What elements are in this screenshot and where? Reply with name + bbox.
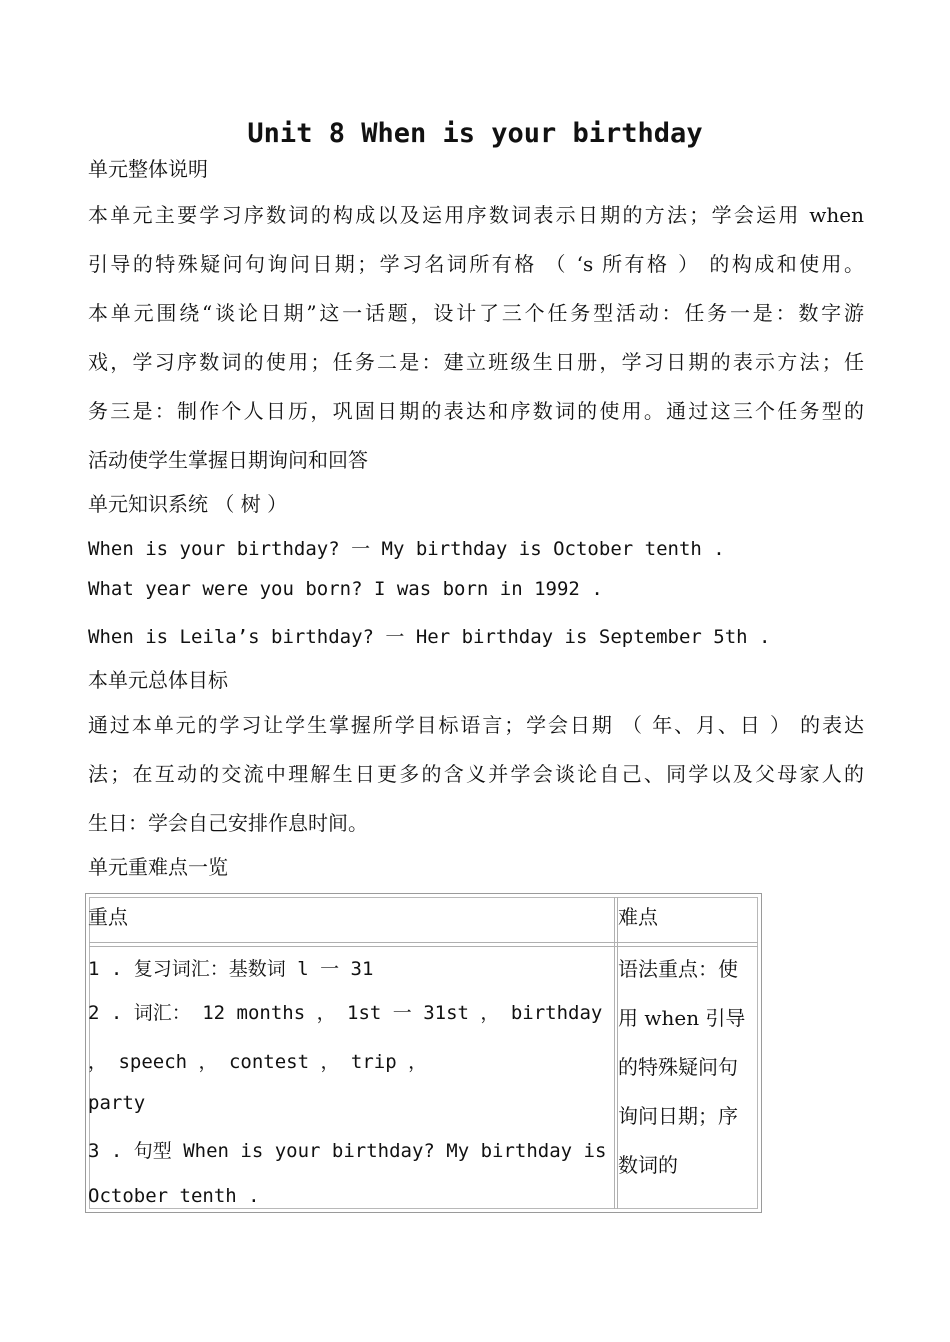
difficulty-line-4: 询问日期；序 [618, 1104, 738, 1128]
overview-line-1: 本单元主要学习序数词的构成以及运用序数词表示日期的方法；学会运用 when [88, 203, 864, 227]
knowledge-line-3: When is Leila’s birthday? 一 Her birthday is September 5th . [88, 626, 771, 648]
knowledge-line-2: What year were you born? I was born in 1992 . [88, 578, 603, 600]
goals-line-2: 法；在互动的交流中理解生日更多的含义并学会谈论自己、同学以及父母家人的 [88, 762, 864, 786]
key-point-line-6: October tenth . [88, 1185, 260, 1207]
overview-line-5: 务三是：制作个人日历，巩固日期的表达和序数词的使用。通过这三个任务型的 [88, 399, 864, 423]
key-points-table [85, 893, 762, 1213]
overview-line-4: 戏，学习序数词的使用；任务二是：建立班级生日册，学习日期的表示方法；任 [88, 350, 864, 374]
table-header-difficulties: 难点 [618, 905, 658, 929]
knowledge-line-1: When is your birthday? 一 My birthday is October tenth . [88, 538, 725, 560]
section-heading-knowledge-tree: 单元知识系统 （ 树 ） [88, 492, 288, 516]
key-point-line-2: 2 . 词汇： 12 months ， 1st 一 31st ， birthday [88, 1002, 603, 1024]
section-heading-overview: 单元整体说明 [88, 157, 208, 181]
table-column-divider [614, 897, 615, 1209]
section-heading-goals: 本单元总体目标 [88, 668, 228, 692]
difficulty-line-5: 数词的 [618, 1153, 678, 1177]
overview-line-2: 引导的特殊疑问句询问日期；学习名词所有格 （ ‘s 所有格 ） 的构成和使用。 [88, 252, 864, 276]
difficulty-line-3: 的特殊疑问句 [618, 1055, 738, 1079]
page-title: Unit 8 When is your birthday [247, 118, 703, 149]
goals-line-1: 通过本单元的学习让学生掌握所学目标语言；学会日期 （ 年、月、日 ） 的表达 [88, 713, 864, 737]
overview-line-6: 活动使学生掌握日期询问和回答 [88, 448, 368, 472]
goals-line-3: 生日：学会自己安排作息时间。 [88, 811, 368, 835]
key-point-line-3: ， speech ， contest ， trip ， [88, 1051, 428, 1073]
key-point-line-4: party [88, 1092, 146, 1114]
key-point-line-5: 3 . 句型 When is your birthday? My birthday is [88, 1140, 607, 1162]
difficulty-line-1: 语法重点：使 [618, 957, 738, 981]
table-header-key-points: 重点 [88, 905, 128, 929]
table-header-divider [89, 942, 758, 943]
difficulty-line-2: 用 when 引导 [618, 1006, 746, 1030]
section-heading-key-points: 单元重难点一览 [88, 855, 228, 879]
key-point-line-1: 1 . 复习词汇：基数词 l 一 31 [88, 958, 374, 980]
overview-line-3: 本单元围绕“谈论日期”这一话题，设计了三个任务型活动：任务一是：数字游 [88, 301, 864, 325]
table-header-divider-double [89, 946, 758, 947]
